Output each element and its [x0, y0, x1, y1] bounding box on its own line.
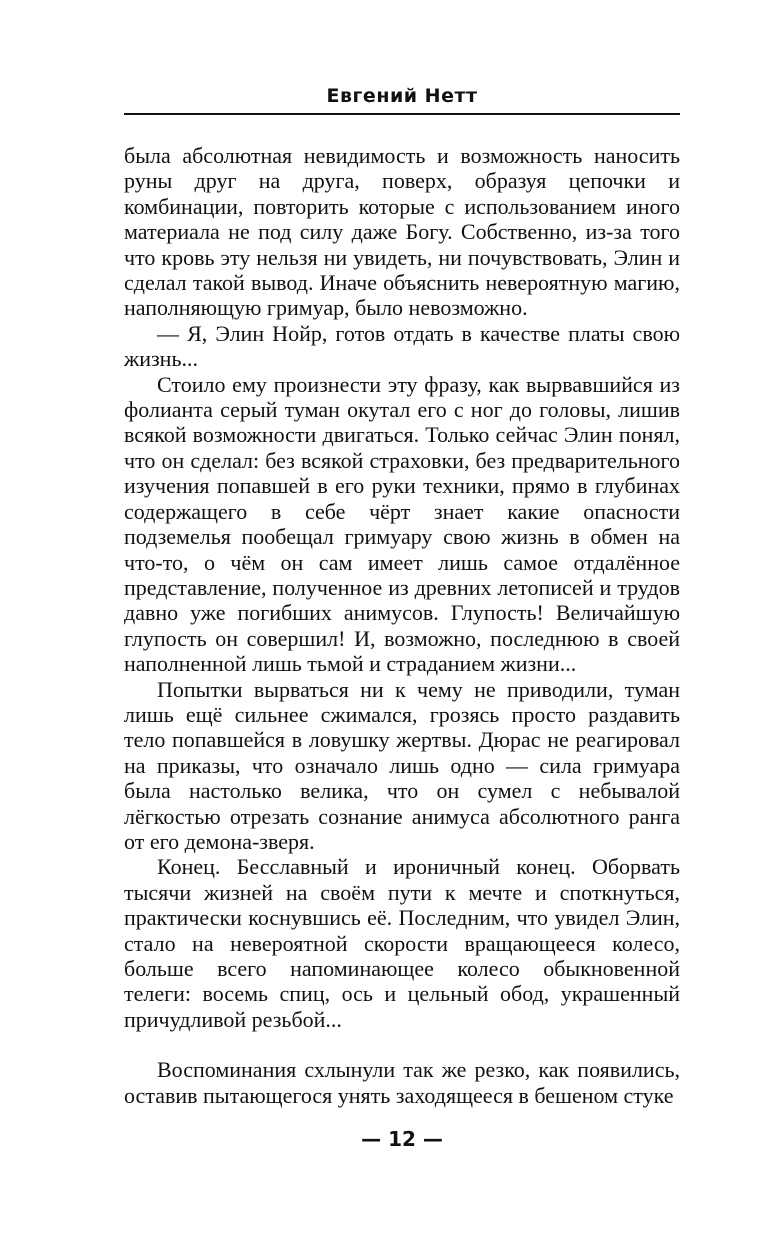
paragraph-2: — Я, Элин Нойр, готов отдать в качестве платы свою жизнь...: [124, 320, 680, 372]
running-head-author: Евгений Нетт: [326, 85, 478, 107]
header-rule: [124, 113, 680, 115]
section-gap: [124, 1032, 680, 1057]
paragraph-4: Попытки вырваться ни к чему не приводили, туман лишь ещё сильнее сжимался, грозясь просто раздавить тело попавшейся в ловушку жертвы. Дюрас не реагировал на приказы, что означало лишь одно — сила гримуара была настолько велика, что он сумел с небывалой лёгкостью отрезать сознание анимуса абсолютного ранга от его демона-зверя.: [124, 676, 680, 854]
paragraph-6: Воспоминания схлынули так же резко, как появились, оставив пытающегося унять заходящееся в бешеном стуке: [124, 1057, 680, 1108]
page-number: — 12 —: [361, 1127, 443, 1151]
paragraph-3: Стоило ему произнести эту фразу, как вырвавшийся из фолианта серый туман окутал его с ног до головы, лишив всякой возможности двигаться. Только сейчас Элин понял, что он сделал: без всякой страховки, без предварительного изучения попавшей в его руки техники, прямо в глубинах содержащего в себе чёрт знает какие опасности подземелья пообещал гримуару свою жизнь в обмен на что-то, о чём он сам имеет лишь самое отдалённое представление, полученное из древних летописей и трудов давно уже погибших анимусов. Глупость! Величайшую глупость он совершил! И, возможно, последнюю в своей наполненной лишь тьмой и страданием жизни...: [124, 371, 680, 677]
paragraph-1: была абсолютная невидимость и возможность наносить руны друг на друга, поверх, образуя цепочки и комбинации, повторить которые с использованием иного материала не под силу даже Богу. Собственно, из-за того что кровь эту нельзя ни увидеть, ни почувствовать, Элин и сделал такой вывод. Иначе объяснить невероятную магию, наполняющую гримуар, было невозможно.: [124, 143, 680, 321]
body-text: [124, 143, 680, 1108]
paragraph-5: Конец. Бесславный и ироничный конец. Оборвать тысячи жизней на своём пути к мечте и споткнуться, практически коснувшись её. Последним, что увидел Элин, стало на невероятной скорости вращающееся колесо, больше всего напоминающее колесо обыкновенной телеги: восемь спиц, ось и цельный обод, украшенный причудливой резьбой...: [124, 854, 680, 1032]
